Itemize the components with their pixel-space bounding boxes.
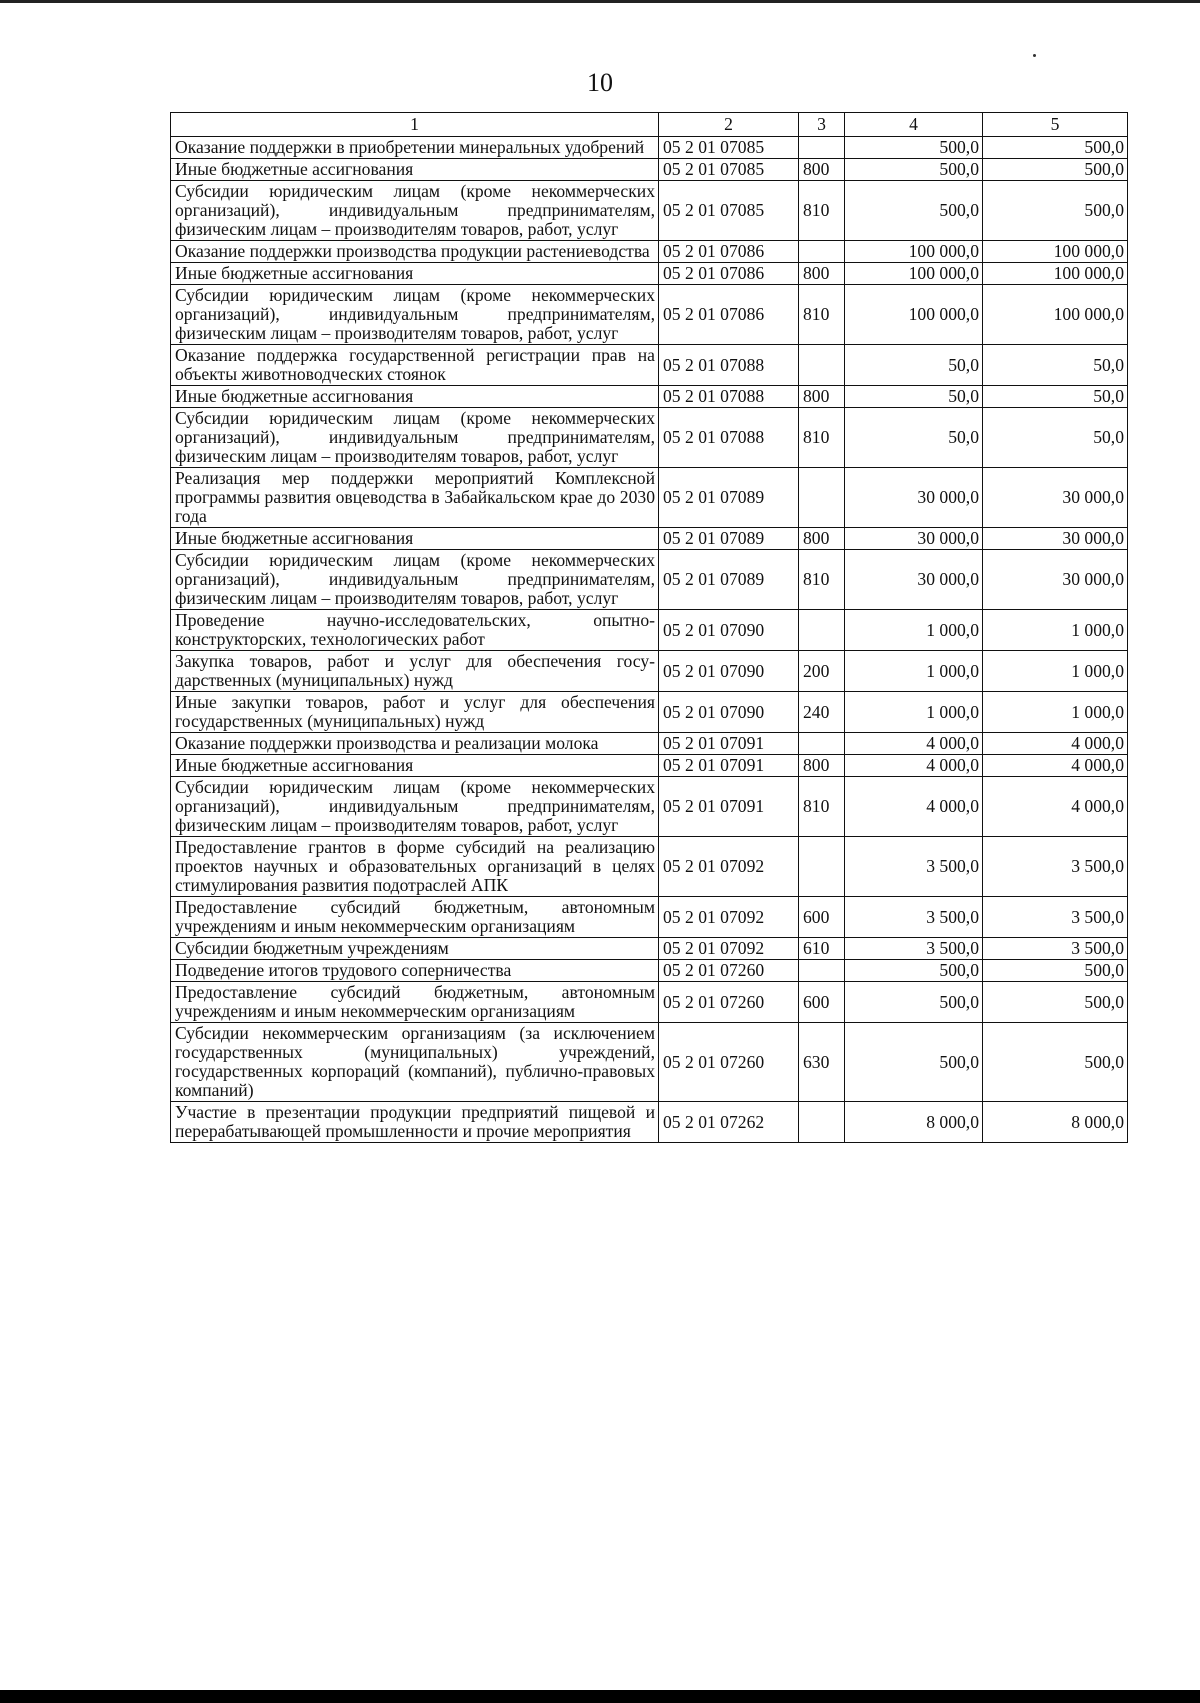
table-row: [171, 345, 1128, 386]
row-target-code: 05 2 01 07092: [659, 897, 799, 938]
row-expense-type: 800: [799, 386, 845, 408]
row-target-code: 05 2 01 07091: [659, 733, 799, 755]
row-target-code: 05 2 01 07092: [659, 837, 799, 897]
row-amount-col4: 30 000,0: [845, 468, 983, 528]
row-name: Субсидии юридическим лицам (кроме некоммерческих организаций), индивидуальным предпринимателям, физическим лицам – производителям товаров, работ, услуг: [171, 550, 659, 610]
header-col-2: 2: [659, 113, 799, 137]
row-amount-col5: 8 000,0: [983, 1102, 1128, 1143]
table-row: [171, 263, 1128, 285]
row-name: Субсидии юридическим лицам (кроме некоммерческих организаций), индивидуальным предпринимателям, физическим лицам – производителям товаров, работ, услуг: [171, 285, 659, 345]
row-expense-type: 800: [799, 159, 845, 181]
table-row: [171, 897, 1128, 938]
row-name: Оказание поддержки производства и реализации молока: [171, 733, 659, 755]
row-expense-type: [799, 1102, 845, 1143]
row-amount-col4: 30 000,0: [845, 528, 983, 550]
row-amount-col4: 4 000,0: [845, 733, 983, 755]
row-expense-type: [799, 960, 845, 982]
row-amount-col5: 50,0: [983, 408, 1128, 468]
row-amount-col4: 1 000,0: [845, 610, 983, 651]
row-name: Оказание поддержка государственной регистрации прав на объекты животноводческих стоянок: [171, 345, 659, 386]
row-target-code: 05 2 01 07086: [659, 285, 799, 345]
row-amount-col4: 500,0: [845, 159, 983, 181]
row-expense-type: 810: [799, 550, 845, 610]
header-col-5: 5: [983, 113, 1128, 137]
table-row: [171, 408, 1128, 468]
row-target-code: 05 2 01 07088: [659, 386, 799, 408]
table-row: [171, 241, 1128, 263]
row-amount-col5: 3 500,0: [983, 938, 1128, 960]
row-expense-type: 810: [799, 181, 845, 241]
row-expense-type: 200: [799, 651, 845, 692]
row-name: Субсидии юридическим лицам (кроме некоммерческих организаций), индивидуальным предпринимателям, физическим лицам – производителям товаров, работ, услуг: [171, 408, 659, 468]
row-name: Оказание поддержки в приобретении минеральных удобрений: [171, 137, 659, 159]
row-amount-col4: 500,0: [845, 960, 983, 982]
table-row: [171, 468, 1128, 528]
row-name: Предоставление грантов в форме субсидий на реализацию проектов научных и образовательных организаций в целях стимулирования развития подотраслей АПК: [171, 837, 659, 897]
table-row: [171, 159, 1128, 181]
row-target-code: 05 2 01 07086: [659, 241, 799, 263]
table-row: [171, 386, 1128, 408]
row-name: Оказание поддержки производства продукции растениеводства: [171, 241, 659, 263]
row-expense-type: 800: [799, 755, 845, 777]
row-amount-col4: 50,0: [845, 386, 983, 408]
row-name: Закупка товаров, работ и услуг для обеспечения государственных (муниципальных) нужд: [171, 651, 659, 692]
row-expense-type: [799, 610, 845, 651]
row-amount-col4: 4 000,0: [845, 755, 983, 777]
row-target-code: 05 2 01 07088: [659, 408, 799, 468]
page-number: 10: [587, 68, 613, 97]
scan-speck: [1033, 54, 1036, 57]
table-row: [171, 755, 1128, 777]
row-target-code: 05 2 01 07085: [659, 181, 799, 241]
row-amount-col5: 30 000,0: [983, 528, 1128, 550]
row-amount-col5: 4 000,0: [983, 755, 1128, 777]
row-amount-col5: 100 000,0: [983, 263, 1128, 285]
table-row: [171, 692, 1128, 733]
row-name: Субсидии некоммерческим организациям (за исключением государственных (муниципальных) учреждений, государственных корпораций (компаний), публично-правовых компаний): [171, 1023, 659, 1102]
row-target-code: 05 2 01 07089: [659, 468, 799, 528]
table-row: [171, 960, 1128, 982]
row-target-code: 05 2 01 07085: [659, 137, 799, 159]
row-name: Субсидии бюджетным учреждениям: [171, 938, 659, 960]
row-expense-type: 630: [799, 1023, 845, 1102]
row-expense-type: 810: [799, 285, 845, 345]
row-amount-col5: 30 000,0: [983, 468, 1128, 528]
row-expense-type: 600: [799, 897, 845, 938]
row-amount-col5: 500,0: [983, 982, 1128, 1023]
row-target-code: 05 2 01 07260: [659, 960, 799, 982]
row-expense-type: [799, 345, 845, 386]
row-target-code: 05 2 01 07090: [659, 692, 799, 733]
row-target-code: 05 2 01 07090: [659, 651, 799, 692]
row-name: Иные бюджетные ассигнования: [171, 159, 659, 181]
table-row: [171, 285, 1128, 345]
row-name: Предоставление субсидий бюджетным, автономным учреждениям и иным некоммерческим организациям: [171, 982, 659, 1023]
row-amount-col4: 500,0: [845, 1023, 983, 1102]
header-row: [171, 113, 1128, 137]
row-amount-col4: 100 000,0: [845, 285, 983, 345]
table-header: [171, 113, 1128, 137]
header-col-1: 1: [171, 113, 659, 137]
row-amount-col4: 8 000,0: [845, 1102, 983, 1143]
row-amount-col5: 500,0: [983, 159, 1128, 181]
budget-table: [170, 112, 1128, 1143]
table-row: [171, 777, 1128, 837]
table-row: [171, 733, 1128, 755]
row-name: Предоставление субсидий бюджетным, автономным учреждениям и иным некоммерческим организациям: [171, 897, 659, 938]
row-name: Подведение итогов трудового соперничества: [171, 960, 659, 982]
scan-edge-top: [0, 0, 1200, 3]
row-amount-col4: 30 000,0: [845, 550, 983, 610]
row-expense-type: [799, 241, 845, 263]
row-target-code: 05 2 01 07262: [659, 1102, 799, 1143]
row-expense-type: 240: [799, 692, 845, 733]
row-amount-col5: 50,0: [983, 386, 1128, 408]
row-amount-col4: 50,0: [845, 408, 983, 468]
row-expense-type: [799, 837, 845, 897]
row-target-code: 05 2 01 07260: [659, 1023, 799, 1102]
row-amount-col4: 3 500,0: [845, 938, 983, 960]
row-name: Субсидии юридическим лицам (кроме некоммерческих организаций), индивидуальным предпринимателям, физическим лицам – производителям товаров, работ, услуг: [171, 777, 659, 837]
row-amount-col5: 500,0: [983, 181, 1128, 241]
row-amount-col5: 30 000,0: [983, 550, 1128, 610]
row-target-code: 05 2 01 07088: [659, 345, 799, 386]
row-amount-col4: 3 500,0: [845, 897, 983, 938]
row-name: Проведение научно-исследовательских, опытно-конструкторских, технологических работ: [171, 610, 659, 651]
row-amount-col4: 1 000,0: [845, 651, 983, 692]
row-amount-col5: 500,0: [983, 1023, 1128, 1102]
table-row: [171, 137, 1128, 159]
table-row: [171, 837, 1128, 897]
row-name: Субсидии юридическим лицам (кроме некоммерческих организаций), индивидуальным предпринимателям, физическим лицам – производителям товаров, работ, услуг: [171, 181, 659, 241]
row-target-code: 05 2 01 07086: [659, 263, 799, 285]
row-amount-col5: 500,0: [983, 137, 1128, 159]
row-expense-type: [799, 468, 845, 528]
scan-edge-bottom: [0, 1690, 1200, 1703]
row-amount-col4: 500,0: [845, 137, 983, 159]
row-amount-col5: 4 000,0: [983, 777, 1128, 837]
row-amount-col4: 500,0: [845, 181, 983, 241]
row-name: Иные бюджетные ассигнования: [171, 263, 659, 285]
row-amount-col4: 3 500,0: [845, 837, 983, 897]
table-row: [171, 651, 1128, 692]
row-expense-type: 800: [799, 263, 845, 285]
row-expense-type: 610: [799, 938, 845, 960]
row-amount-col5: 100 000,0: [983, 241, 1128, 263]
row-name: Иные бюджетные ассигнования: [171, 528, 659, 550]
table-row: [171, 610, 1128, 651]
row-expense-type: 810: [799, 408, 845, 468]
row-target-code: 05 2 01 07089: [659, 528, 799, 550]
row-target-code: 05 2 01 07090: [659, 610, 799, 651]
row-amount-col4: 100 000,0: [845, 263, 983, 285]
row-target-code: 05 2 01 07085: [659, 159, 799, 181]
row-amount-col5: 500,0: [983, 960, 1128, 982]
table-row: [171, 181, 1128, 241]
row-expense-type: [799, 137, 845, 159]
table-body: [171, 137, 1128, 1143]
table-row: [171, 1023, 1128, 1102]
row-expense-type: [799, 733, 845, 755]
table-row: [171, 938, 1128, 960]
row-amount-col5: 4 000,0: [983, 733, 1128, 755]
row-amount-col5: 1 000,0: [983, 692, 1128, 733]
row-amount-col5: 3 500,0: [983, 837, 1128, 897]
row-name: Реализация мер поддержки мероприятий Комплексной программы развития овцеводства в Забайкальском крае до 2030 года: [171, 468, 659, 528]
row-name: Участие в презентации продукции предприятий пищевой и перерабатывающей промышленности и прочие мероприятия: [171, 1102, 659, 1143]
row-target-code: 05 2 01 07092: [659, 938, 799, 960]
row-amount-col4: 500,0: [845, 982, 983, 1023]
row-expense-type: 810: [799, 777, 845, 837]
row-target-code: 05 2 01 07089: [659, 550, 799, 610]
row-name: Иные бюджетные ассигнования: [171, 386, 659, 408]
row-amount-col5: 1 000,0: [983, 610, 1128, 651]
row-expense-type: 800: [799, 528, 845, 550]
row-target-code: 05 2 01 07091: [659, 755, 799, 777]
row-amount-col4: 50,0: [845, 345, 983, 386]
table-row: [171, 1102, 1128, 1143]
row-target-code: 05 2 01 07091: [659, 777, 799, 837]
header-col-4: 4: [845, 113, 983, 137]
table-row: [171, 528, 1128, 550]
row-amount-col5: 100 000,0: [983, 285, 1128, 345]
row-name: Иные бюджетные ассигнования: [171, 755, 659, 777]
row-expense-type: 600: [799, 982, 845, 1023]
header-col-3: 3: [799, 113, 845, 137]
row-amount-col5: 3 500,0: [983, 897, 1128, 938]
row-name: Иные закупки товаров, работ и услуг для обеспечения государственных (муниципальных) нужд: [171, 692, 659, 733]
table-row: [171, 550, 1128, 610]
row-amount-col5: 50,0: [983, 345, 1128, 386]
row-amount-col4: 1 000,0: [845, 692, 983, 733]
table-row: [171, 982, 1128, 1023]
row-amount-col4: 100 000,0: [845, 241, 983, 263]
row-amount-col4: 4 000,0: [845, 777, 983, 837]
row-target-code: 05 2 01 07260: [659, 982, 799, 1023]
row-amount-col5: 1 000,0: [983, 651, 1128, 692]
